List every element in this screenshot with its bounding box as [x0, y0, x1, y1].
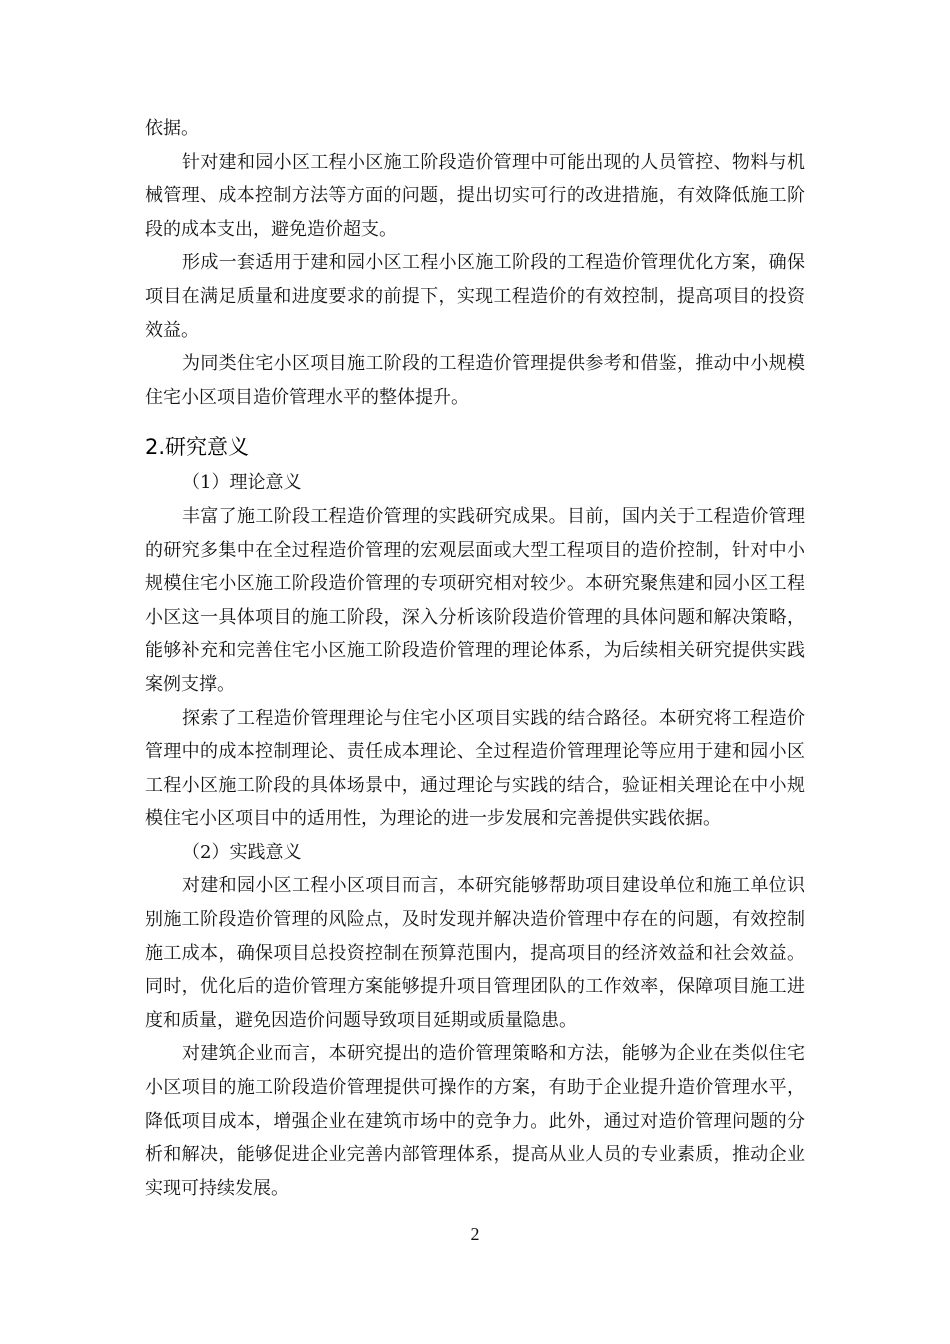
paragraph-theory-1: 丰富了施工阶段工程造价管理的实践研究成果。目前，国内关于工程造价管理的研究多集中在全过程造价管理的宏观层面或大型工程项目的造价控制，针对中小规模住宅小区施工阶段造价管理的专项研究相对较少。本研究聚焦建和园小区工程小区这一具体项目的施工阶段，深入分析该阶段造价管理的具体问题和解决策略，能够补充和完善住宅小区施工阶段造价管理的理论体系，为后续相关研究提供实践案例支撑。	[145, 505, 805, 695]
page-number: 2	[470, 1224, 480, 1244]
paragraph-practice-1: 对建和园小区工程小区项目而言，本研究能够帮助项目建设单位和施工单位识别施工阶段造价管理的风险点，及时发现并解决造价管理中存在的问题，有效控制施工成本，确保项目总投资控制在预算范围内，提高项目的经济效益和社会效益。同时，优化后的造价管理方案能够提升项目管理团队的工作效率，保障项目施工进度和质量，避免因造价问题导致项目延期或质量隐患。	[145, 875, 805, 1031]
page-body	[145, 112, 805, 1205]
section-heading: 2.研究意义	[145, 435, 250, 460]
paragraph-objective-2: 形成一套适用于建和园小区工程小区施工阶段的工程造价管理优化方案，确保项目在满足质量和进度要求的前提下，实现工程造价的有效控制，提高项目的投资效益。	[145, 252, 805, 341]
subsection-title-theory: （1）理论意义	[182, 472, 302, 494]
paragraph-continuation: 依据。	[145, 118, 199, 139]
paragraph-theory-2: 探索了工程造价管理理论与住宅小区项目实践的结合路径。本研究将工程造价管理中的成本控制理论、责任成本理论、全过程造价管理理论等应用于建和园小区工程小区施工阶段的具体场景中，通过理论与实践的结合，验证相关理论在中小规模住宅小区项目中的适用性，为理论的进一步发展和完善提供实践依据。	[145, 707, 805, 830]
paragraph-objective-3: 为同类住宅小区项目施工阶段的工程造价管理提供参考和借鉴，推动中小规模住宅小区项目造价管理水平的整体提升。	[145, 353, 805, 408]
subsection-title-practice: （2）实践意义	[182, 841, 302, 863]
paragraph-practice-2: 对建筑企业而言，本研究提出的造价管理策略和方法，能够为企业在类似住宅小区项目的施工阶段造价管理提供可操作的方案，有助于企业提升造价管理水平，降低项目成本，增强企业在建筑市场中的竞争力。此外，通过对造价管理问题的分析和解决，能够促进企业完善内部管理体系，提高从业人员的专业素质，推动企业实现可持续发展。	[145, 1043, 805, 1199]
paragraph-objective-1: 针对建和园小区工程小区施工阶段造价管理中可能出现的人员管控、物料与机械管理、成本控制方法等方面的问题，提出切实可行的改进措施，有效降低施工阶段的成本支出，避免造价超支。	[145, 151, 805, 240]
